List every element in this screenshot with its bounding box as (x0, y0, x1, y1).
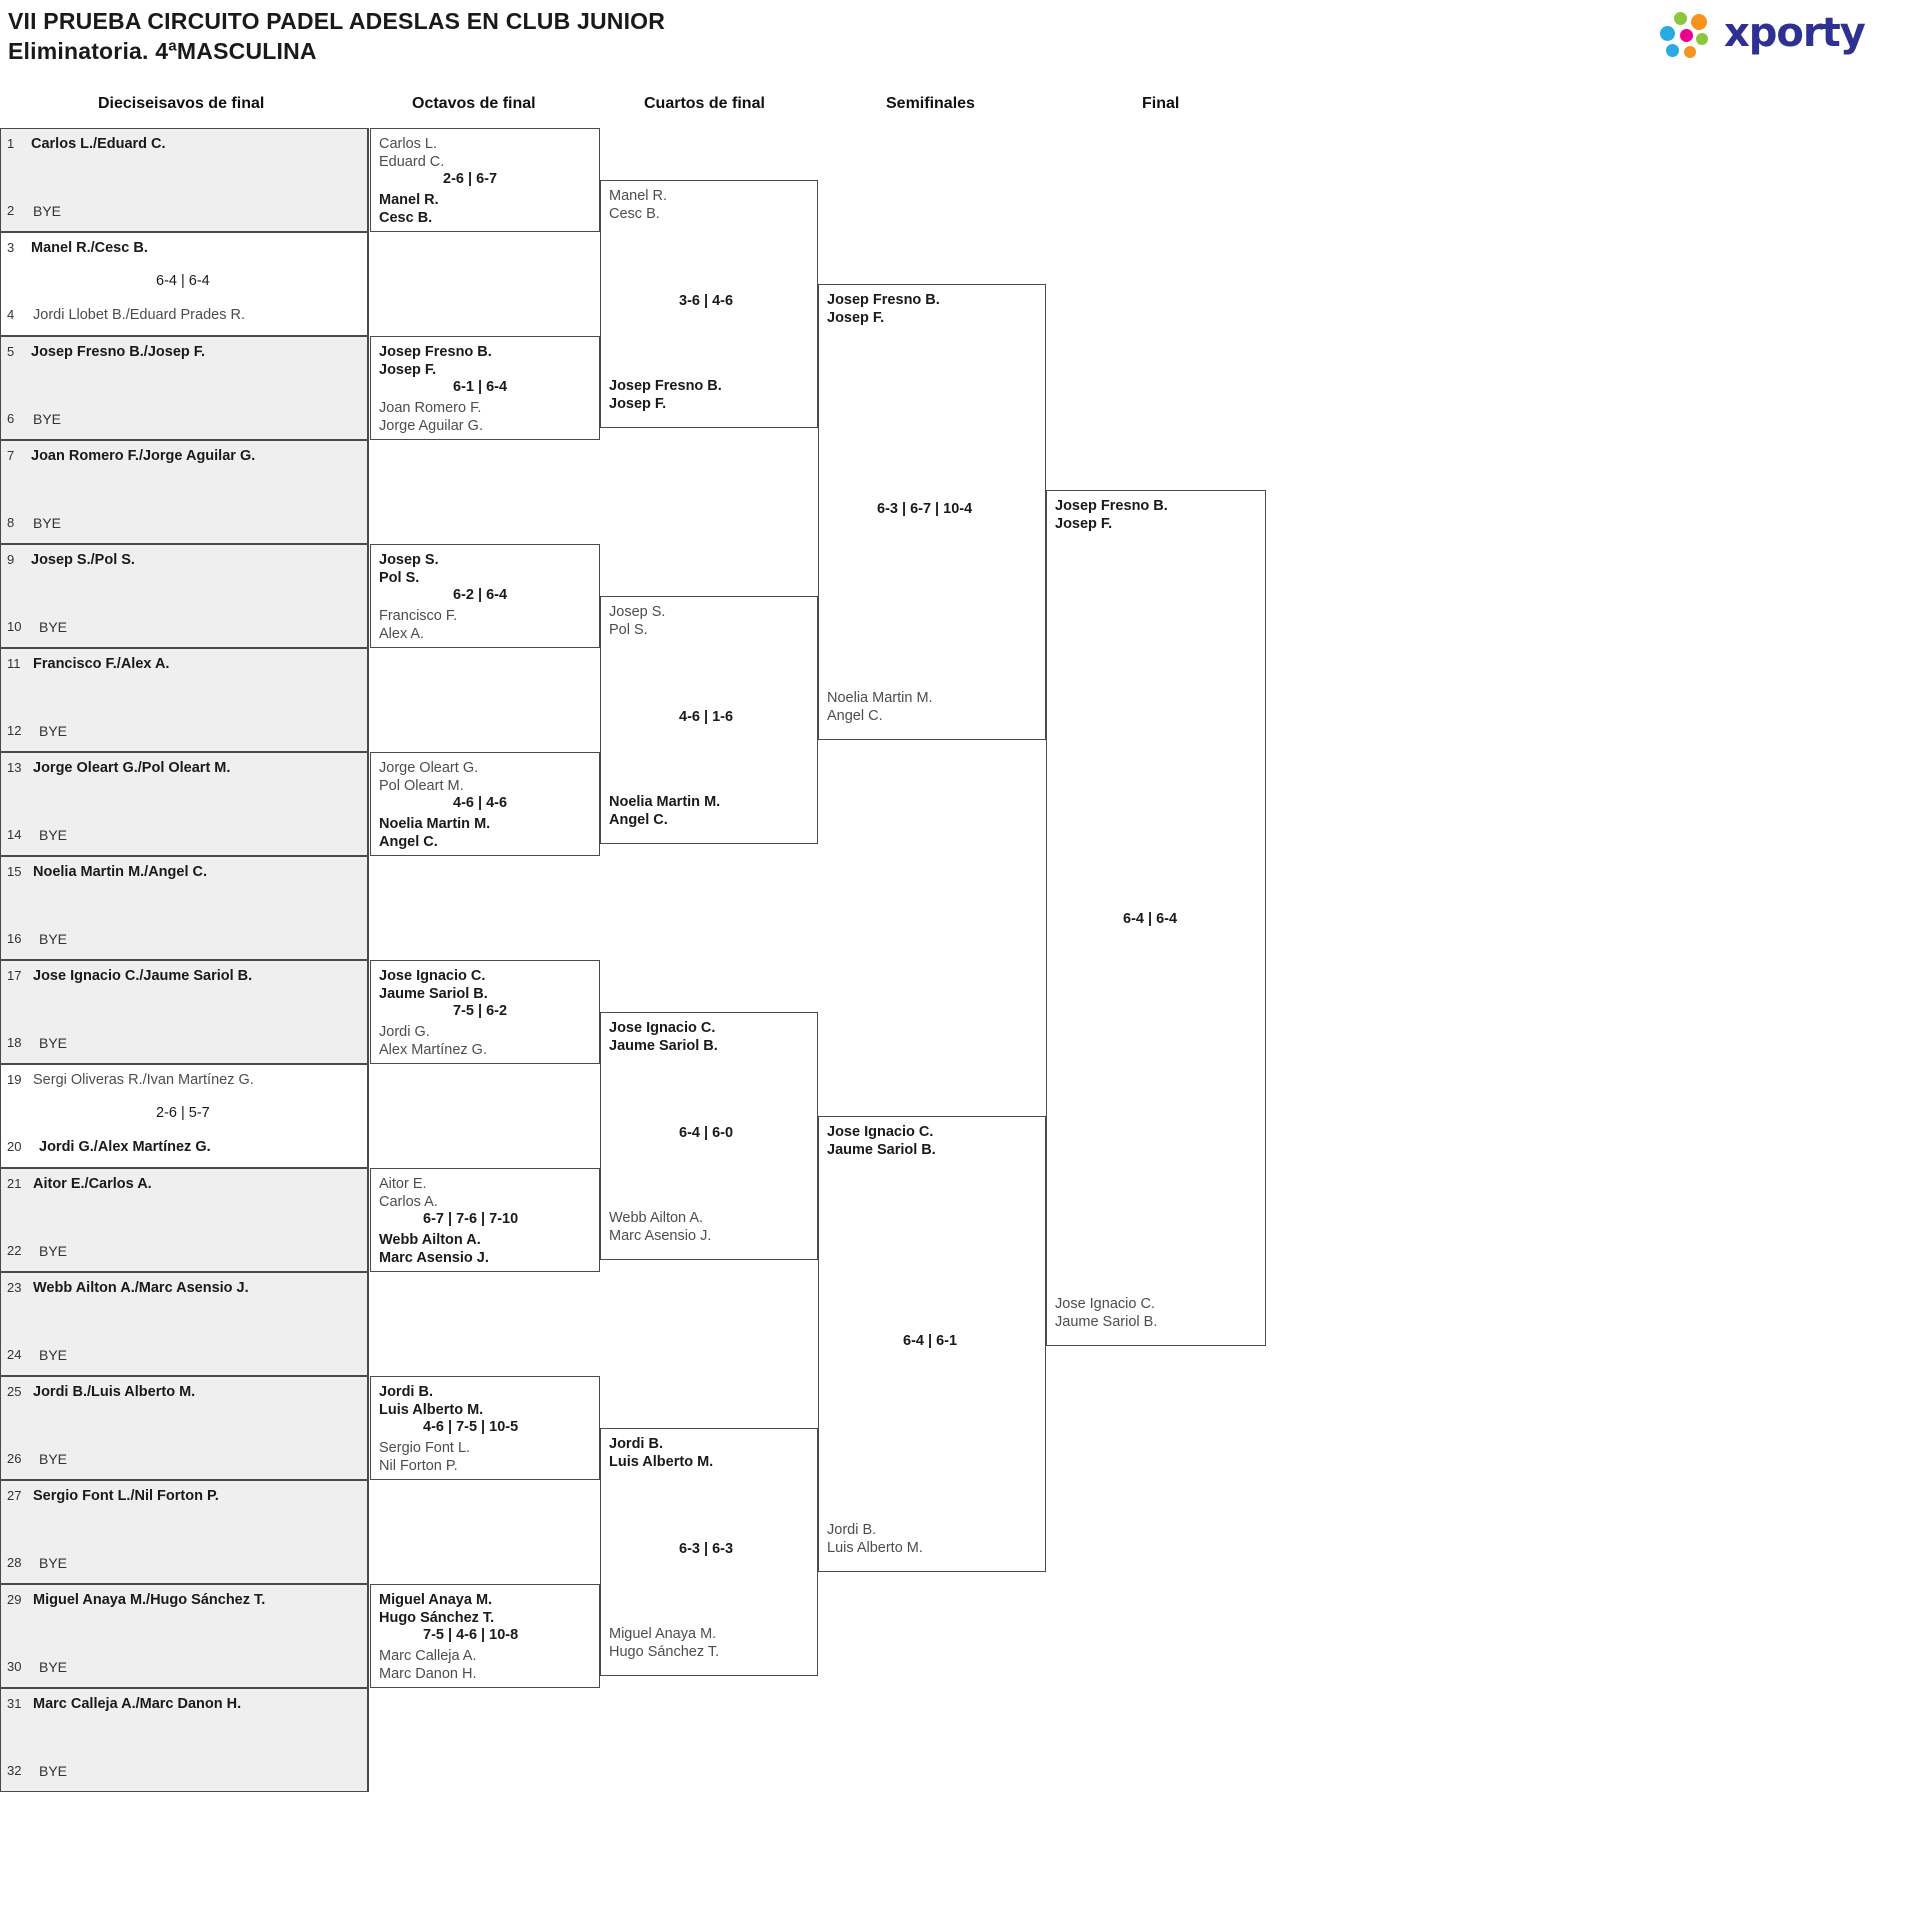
round-header-semis: Semifinales (886, 95, 975, 112)
match-score: 6-7 | 7-6 | 7-10 (423, 1211, 519, 1227)
team-line-2: Josep F. (379, 362, 437, 378)
round-header-final: Final (1142, 95, 1180, 112)
bye-label: BYE (39, 1763, 68, 1779)
team-line-2: Alex Martínez G. (379, 1042, 487, 1058)
team-line-1: Noelia Martin M. (609, 794, 721, 810)
match-score: 6-4 | 6-4 (156, 273, 210, 289)
match-score: 2-6 | 5-7 (156, 1105, 210, 1121)
team-line-1: Jose Ignacio C. (827, 1124, 934, 1140)
team-line-2: Josep F. (1055, 516, 1113, 532)
team-line-2: Marc Asensio J. (609, 1228, 712, 1244)
team-line-2: Angel C. (379, 834, 438, 850)
team-line-1: Jordi B. (609, 1436, 663, 1452)
seed-number: 5 (7, 344, 15, 359)
match-score: 6-3 | 6-3 (679, 1541, 734, 1557)
team-name: Jose Ignacio C./Jaume Sariol B. (33, 968, 253, 984)
team-line-2: Alex A. (379, 626, 425, 642)
team-name: Marc Calleja A./Marc Danon H. (33, 1696, 242, 1712)
r32-match-3[interactable] (0, 336, 368, 440)
bye-label: BYE (33, 515, 62, 531)
seed-number: 29 (7, 1592, 22, 1607)
seed-number: 12 (7, 723, 22, 738)
team-line-2: Hugo Sánchez T. (379, 1610, 495, 1626)
tournament-subtitle: Eliminatoria. 4ªMASCULINA (8, 38, 317, 64)
match-score: 6-4 | 6-1 (903, 1333, 958, 1349)
team-name: Josep S./Pol S. (31, 552, 135, 568)
bye-label: BYE (39, 1243, 68, 1259)
team-line-2: Jorge Aguilar G. (379, 418, 483, 434)
team-line-2: Angel C. (827, 708, 883, 724)
team-line-1: Marc Calleja A. (379, 1648, 477, 1664)
match-score: 4-6 | 1-6 (679, 709, 734, 725)
match-score: 4-6 | 4-6 (453, 795, 508, 811)
match-score: 7-5 | 4-6 | 10-8 (423, 1627, 519, 1643)
octavos-match-4[interactable] (370, 752, 600, 856)
seed-number: 32 (7, 1763, 22, 1778)
page-header (0, 0, 1920, 80)
bye-label: BYE (39, 1659, 68, 1675)
match-score: 3-6 | 4-6 (679, 293, 734, 309)
bye-label: BYE (39, 1035, 68, 1051)
team-line-2: Pol S. (609, 622, 648, 638)
seed-number: 9 (7, 552, 15, 567)
match-score: 4-6 | 7-5 | 10-5 (423, 1419, 519, 1435)
team-name: Carlos L./Eduard C. (31, 136, 166, 152)
match-score: 6-2 | 6-4 (453, 587, 508, 603)
seed-number: 4 (7, 307, 15, 322)
r32-match-9[interactable] (0, 960, 368, 1064)
team-line-1: Jose Ignacio C. (609, 1020, 716, 1036)
bye-label: BYE (39, 931, 68, 947)
team-line-1: Jorge Oleart G. (379, 760, 479, 776)
tournament-title: VII PRUEBA CIRCUITO PADEL ADESLAS EN CLUB JUNIOR (8, 8, 666, 34)
r32-match-5[interactable] (0, 544, 368, 648)
match-score: 6-3 | 6-7 | 10-4 (877, 501, 973, 517)
team-name: Manel R./Cesc B. (31, 240, 148, 256)
xporty-logo (1658, 8, 1908, 60)
semis-match-2[interactable] (818, 1116, 1046, 1572)
team-line-1: Josep Fresno B. (1055, 498, 1168, 514)
seed-number: 11 (7, 656, 21, 671)
team-line-1: Webb Ailton A. (379, 1232, 481, 1248)
octavos-match-7[interactable] (370, 1376, 600, 1480)
r32-match-6[interactable] (0, 648, 368, 752)
team-line-1: Jordi G. (379, 1024, 430, 1040)
seed-number: 23 (7, 1280, 22, 1295)
bye-label: BYE (33, 411, 62, 427)
team-line-1: Josep Fresno B. (379, 344, 492, 360)
octavos-match-6[interactable] (370, 1168, 600, 1272)
seed-number: 31 (7, 1696, 22, 1711)
r32-match-8[interactable] (0, 856, 368, 960)
bye-label: BYE (33, 203, 62, 219)
match-score: 2-6 | 6-7 (443, 171, 498, 187)
bye-label: BYE (39, 723, 68, 739)
team-line-1: Josep S. (379, 552, 439, 568)
seed-number: 22 (7, 1243, 22, 1258)
team-line-2: Marc Danon H. (379, 1666, 477, 1682)
match-score: 7-5 | 6-2 (453, 1003, 508, 1019)
round-header-octavos: Octavos de final (412, 95, 536, 112)
r32-match-1[interactable] (0, 128, 368, 232)
r32-match-15[interactable] (0, 1584, 368, 1688)
team-name: Miguel Anaya M./Hugo Sánchez T. (33, 1592, 266, 1608)
octavos-match-2[interactable] (370, 336, 600, 440)
r32-match-13[interactable] (0, 1376, 368, 1480)
team-name: Sergio Font L./Nil Forton P. (33, 1488, 219, 1504)
team-line-2: Josep F. (609, 396, 667, 412)
final-match[interactable] (1046, 490, 1266, 1346)
seed-number: 28 (7, 1555, 22, 1570)
octavos-spine (368, 128, 369, 1792)
team-name: Joan Romero F./Jorge Aguilar G. (31, 448, 256, 464)
octavos-match-3[interactable] (370, 544, 600, 648)
team-line-2: Angel C. (609, 812, 668, 828)
team-line-1: Aitor E. (379, 1176, 427, 1192)
team-name: Jordi Llobet B./Eduard Prades R. (33, 307, 245, 323)
seed-number: 17 (7, 968, 22, 983)
team-line-2: Hugo Sánchez T. (609, 1644, 720, 1660)
seed-number: 6 (7, 411, 15, 426)
team-line-2: Luis Alberto M. (827, 1540, 923, 1556)
seed-number: 10 (7, 619, 22, 634)
team-name: Josep Fresno B./Josep F. (31, 344, 206, 360)
team-line-1: Miguel Anaya M. (609, 1626, 717, 1642)
seed-number: 1 (7, 136, 15, 151)
logo-wordmark: xporty (1724, 10, 1865, 56)
seed-number: 3 (7, 240, 15, 255)
team-line-1: Josep S. (609, 604, 666, 620)
team-line-1: Webb Ailton A. (609, 1210, 704, 1226)
team-line-1: Noelia Martin M. (827, 690, 933, 706)
r32-match-2[interactable] (0, 232, 368, 336)
team-line-2: Luis Alberto M. (609, 1454, 714, 1470)
team-line-2: Josep F. (827, 310, 885, 326)
team-line-2: Cesc B. (609, 206, 660, 222)
team-line-1: Noelia Martin M. (379, 816, 491, 832)
team-line-1: Francisco F. (379, 608, 458, 624)
seed-number: 26 (7, 1451, 22, 1466)
r32-match-4[interactable] (0, 440, 368, 544)
team-line-2: Carlos A. (379, 1194, 438, 1210)
match-score: 6-4 | 6-4 (1123, 911, 1178, 927)
team-line-1: Carlos L. (379, 136, 438, 152)
team-line-2: Eduard C. (379, 154, 445, 170)
seed-number: 2 (7, 203, 15, 218)
r32-match-7[interactable] (0, 752, 368, 856)
cuartos-match-2[interactable] (600, 596, 818, 844)
team-line-2: Cesc B. (379, 210, 433, 226)
octavos-match-5[interactable] (370, 960, 600, 1064)
team-name: Jordi G./Alex Martínez G. (39, 1139, 211, 1155)
team-line-2: Jaume Sariol B. (827, 1142, 936, 1158)
seed-number: 25 (7, 1384, 22, 1399)
team-line-2: Jaume Sariol B. (379, 986, 488, 1002)
team-name: Aitor E./Carlos A. (33, 1176, 152, 1192)
team-name: Noelia Martin M./Angel C. (33, 864, 208, 880)
r32-match-10[interactable] (0, 1064, 368, 1168)
team-line-2: Nil Forton P. (379, 1458, 458, 1474)
team-name: Sergi Oliveras R./Ivan Martínez G. (33, 1072, 254, 1088)
bye-label: BYE (39, 1451, 68, 1467)
octavos-match-8[interactable] (370, 1584, 600, 1688)
r32-match-16[interactable] (0, 1688, 368, 1792)
team-line-1: Sergio Font L. (379, 1440, 471, 1456)
seed-number: 16 (7, 931, 22, 946)
seed-number: 18 (7, 1035, 22, 1050)
team-line-1: Jose Ignacio C. (379, 968, 486, 984)
logo-dots-icon (1658, 12, 1716, 60)
cuartos-match-1[interactable] (600, 180, 818, 428)
team-name: Jordi B./Luis Alberto M. (33, 1384, 196, 1400)
bye-label: BYE (39, 1555, 68, 1571)
team-line-2: Jaume Sariol B. (609, 1038, 718, 1054)
r32-match-11[interactable] (0, 1168, 368, 1272)
round-header-r16: Dieciseisavos de final (98, 95, 265, 112)
team-line-1: Manel R. (379, 192, 439, 208)
seed-number: 15 (7, 864, 22, 879)
team-line-1: Miguel Anaya M. (379, 1592, 493, 1608)
team-line-2: Pol S. (379, 570, 420, 586)
cuartos-match-3[interactable] (600, 1012, 818, 1260)
r32-match-12[interactable] (0, 1272, 368, 1376)
cuartos-match-4[interactable] (600, 1428, 818, 1676)
seed-number: 7 (7, 448, 15, 463)
team-line-1: Joan Romero F. (379, 400, 482, 416)
team-line-2: Luis Alberto M. (379, 1402, 484, 1418)
octavos-match-1[interactable] (370, 128, 600, 232)
seed-number: 21 (7, 1176, 22, 1191)
team-line-2: Pol Oleart M. (379, 778, 464, 794)
bye-label: BYE (39, 619, 68, 635)
team-line-1: Jose Ignacio C. (1055, 1296, 1155, 1312)
seed-number: 24 (7, 1347, 22, 1362)
round-header-cuartos: Cuartos de final (644, 95, 765, 112)
r32-match-14[interactable] (0, 1480, 368, 1584)
team-line-2: Jaume Sariol B. (1055, 1314, 1158, 1330)
match-score: 6-1 | 6-4 (453, 379, 508, 395)
team-line-1: Josep Fresno B. (827, 292, 940, 308)
team-name: Jorge Oleart G./Pol Oleart M. (33, 760, 231, 776)
team-line-1: Jordi B. (379, 1384, 433, 1400)
seed-number: 13 (7, 760, 22, 775)
team-name: Webb Ailton A./Marc Asensio J. (33, 1280, 249, 1296)
seed-number: 8 (7, 515, 15, 530)
team-line-1: Jordi B. (827, 1522, 877, 1538)
seed-number: 30 (7, 1659, 22, 1674)
team-name: Francisco F./Alex A. (33, 656, 170, 672)
seed-number: 19 (7, 1072, 22, 1087)
team-line-1: Manel R. (609, 188, 668, 204)
semis-match-1[interactable] (818, 284, 1046, 740)
team-line-1: Josep Fresno B. (609, 378, 722, 394)
seed-number: 20 (7, 1139, 22, 1154)
seed-number: 27 (7, 1488, 22, 1503)
bye-label: BYE (39, 827, 68, 843)
match-score: 6-4 | 6-0 (679, 1125, 734, 1141)
seed-number: 14 (7, 827, 22, 842)
team-line-2: Marc Asensio J. (379, 1250, 489, 1266)
bye-label: BYE (39, 1347, 68, 1363)
